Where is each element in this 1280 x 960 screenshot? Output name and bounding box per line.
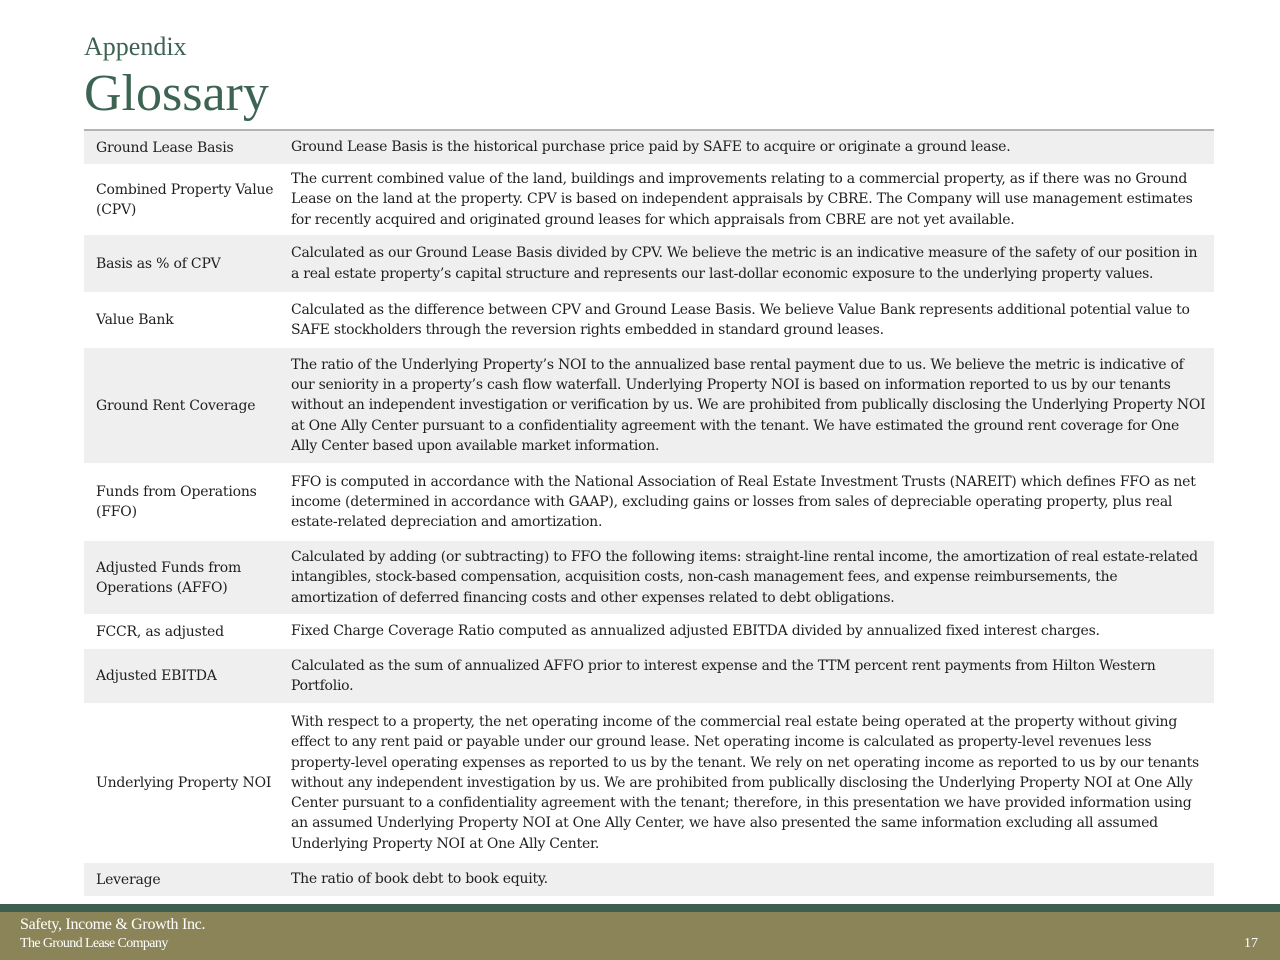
glossary-row-combined-property-value bbox=[84, 165, 1214, 235]
glossary-definition: Calculated as the difference between CPV and Ground Lease Basis. We believe Value Bank represents additional potential value to SAFE stockholders through the reversion rights embedded in standard ground leases. bbox=[291, 301, 1190, 338]
glossary-term: Funds from Operations (FFO) bbox=[96, 484, 257, 520]
footer bbox=[0, 912, 1280, 960]
glossary-row-value-bank bbox=[84, 293, 1214, 348]
glossary-definition: Calculated by adding (or subtracting) to FFO the following items: straight-line rental income, the amortization of real estate-related intangibles, stock-based compensation, acquisition costs, non-cash management fees, and expense reimbursements, the amortization of deferred financing costs and other expenses related to debt obligations. bbox=[291, 549, 1198, 606]
glossary-term: Combined Property Value (CPV) bbox=[96, 181, 274, 218]
glossary-row-ground-lease-basis bbox=[84, 131, 1214, 165]
glossary-definition: Calculated as our Ground Lease Basis divided by CPV. We believe the metric is an indicative measure of the safety of our position in a real estate property’s capital structure and represents our last-dollar economic exposure to the underlying property values. bbox=[291, 245, 1198, 282]
footer-accent-bar bbox=[0, 904, 1280, 912]
glossary-row-affo bbox=[84, 541, 1214, 615]
glossary-term: Underlying Property NOI bbox=[96, 775, 272, 791]
glossary-table bbox=[84, 129, 1214, 897]
slide-header bbox=[84, 30, 269, 124]
page-title: Glossary bbox=[84, 65, 269, 122]
glossary-row-ffo bbox=[84, 464, 1214, 541]
section-label: Appendix bbox=[84, 32, 187, 61]
glossary-definition: Ground Lease Basis is the historical purchase price paid by SAFE to acquire or originate a ground lease. bbox=[291, 139, 1011, 156]
company-tagline: The Ground Lease Company bbox=[20, 936, 168, 951]
glossary-definition: The ratio of the Underlying Property’s NOI to the annualized base rental payment due to us. We believe the metric is indicative of our seniority in a property’s cash flow waterfall. Underlying Property NOI is based on information reported to us by our tenants without an independent investigation or verification by us. We are prohibited from publically disclosing the Underlying Property NOI at One Ally Center pursuant to a confidentiality agreement with the tenant. We have estimated the ground rent coverage for One Ally Center based upon available market information. bbox=[291, 356, 1206, 454]
glossary-term: Ground Rent Coverage bbox=[96, 397, 256, 414]
glossary-row-underlying-property-noi bbox=[84, 704, 1214, 863]
glossary-term: Ground Lease Basis bbox=[96, 139, 234, 156]
glossary-row-basis-as-pct-of-cpv bbox=[84, 235, 1214, 293]
glossary-term: Basis as % of CPV bbox=[96, 255, 221, 272]
glossary-row-leverage bbox=[84, 863, 1214, 897]
glossary-row-adjusted-ebitda bbox=[84, 649, 1214, 704]
glossary-term: Adjusted Funds from Operations (AFFO) bbox=[96, 559, 242, 596]
glossary-definition: The current combined value of the land, buildings and improvements relating to a commercial property, as if there was no Ground Lease on the land at the property. CPV is based on independent appraisals by CBRE. The Company will use management estimates for recently acquired and originated ground leases for which appraisals from CBRE are not yet available. bbox=[291, 171, 1193, 228]
company-name: Safety, Income & Growth Inc. bbox=[20, 916, 206, 933]
glossary-term: Leverage bbox=[96, 871, 161, 888]
glossary-term: FCCR, as adjusted bbox=[96, 623, 224, 640]
glossary-definition: The ratio of book debt to book equity. bbox=[291, 871, 548, 888]
glossary-term: Adjusted EBITDA bbox=[96, 668, 217, 684]
glossary-term: Value Bank bbox=[96, 312, 174, 328]
glossary-definition: Calculated as the sum of annualized AFFO prior to interest expense and the TTM percent rent payments from Hilton Western Portfolio. bbox=[291, 657, 1156, 694]
glossary-definition: With respect to a property, the net operating income of the commercial real estate being operated at the property without giving effect to any rent paid or payable under our ground lease. Net operating income is calculated as property-level revenues less property-level operating expenses as reported to us by the tenant. We rely on net operating income as reported to us by our tenants without any independent investigation by us. We are prohibited from publically disclosing the Underlying Property NOI at One Ally Center pursuant to a confidentiality agreement with the tenant; therefore, in this presentation we have provided information using an assumed Underlying Property NOI at One Ally Center, we have also presented the same information excluding all assumed Underlying Property NOI at One Ally Center. bbox=[291, 713, 1199, 852]
glossary-row-fccr bbox=[84, 615, 1214, 649]
page-number: 17 bbox=[1244, 936, 1258, 951]
glossary-definition: Fixed Charge Coverage Ratio computed as annualized adjusted EBITDA divided by annualized fixed interest charges. bbox=[291, 623, 1100, 640]
glossary-row-ground-rent-coverage bbox=[84, 348, 1214, 464]
glossary-definition: FFO is computed in accordance with the National Association of Real Estate Investment Trusts (NAREIT) which defines FFO as net income (determined in accordance with GAAP), excluding gains or losses from sales of depreciable operating property, plus real estate-related depreciation and amortization. bbox=[291, 473, 1196, 531]
